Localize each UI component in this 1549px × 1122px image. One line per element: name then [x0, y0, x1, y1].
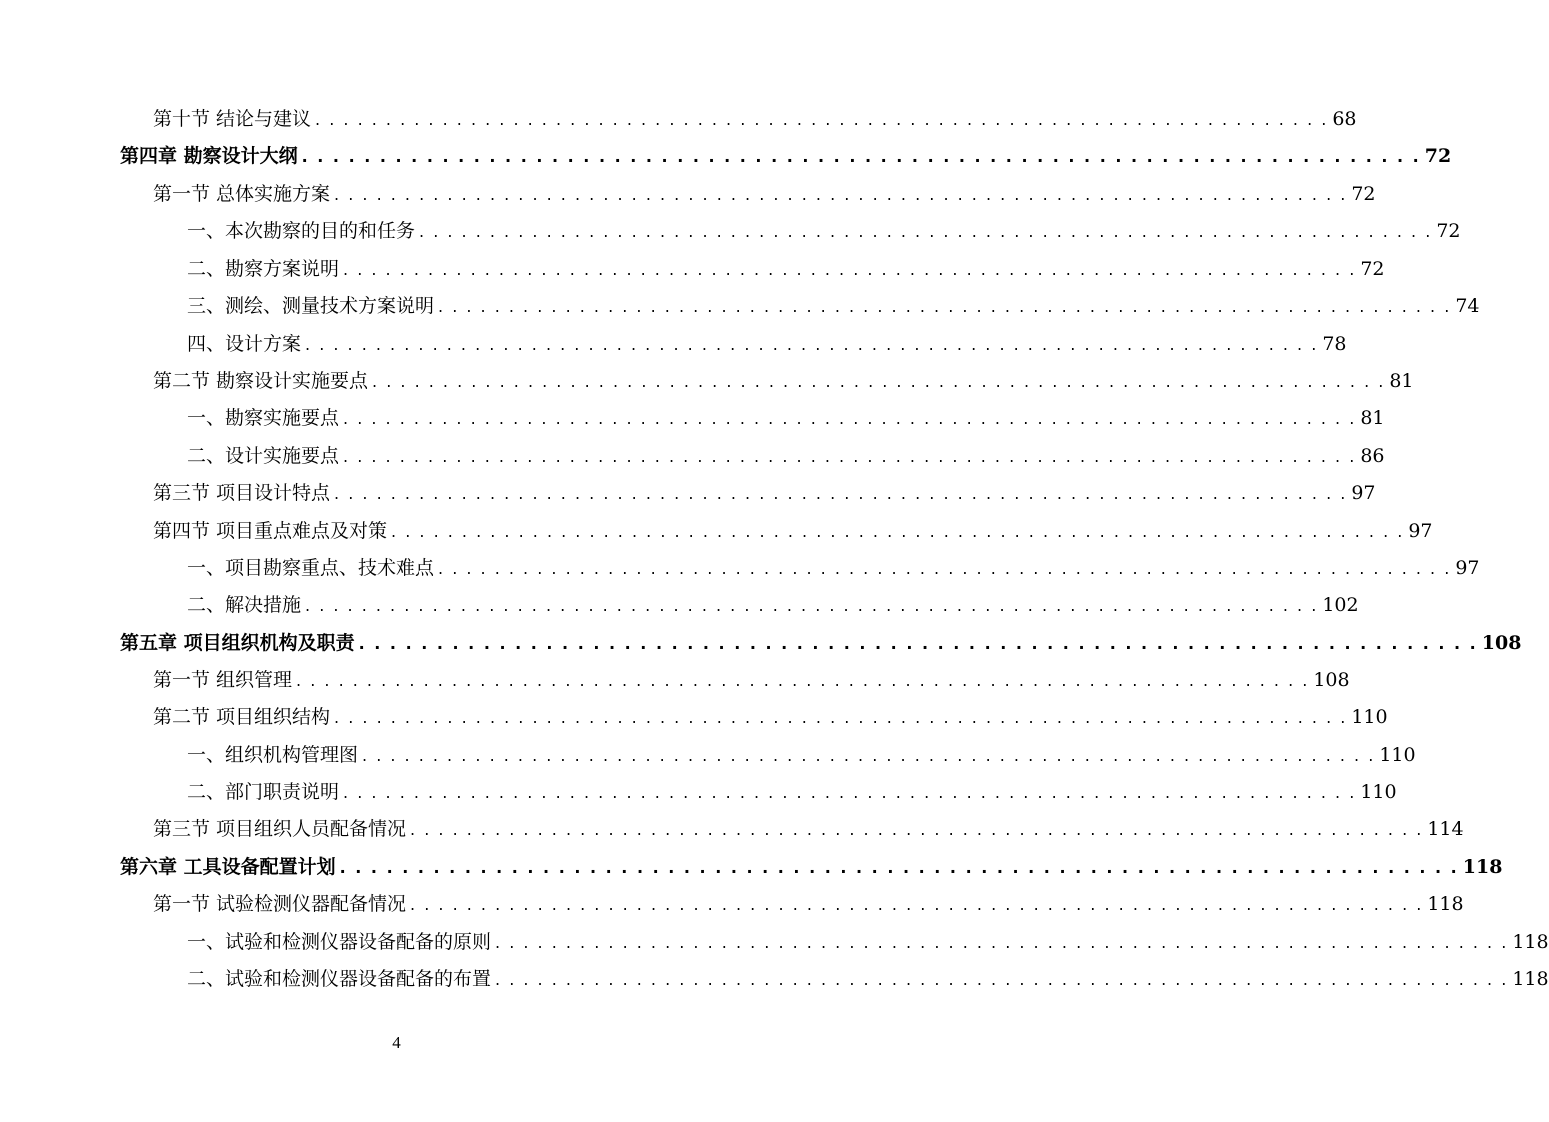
toc-entry[interactable]	[187, 331, 1347, 357]
toc-entry-page: 108	[1313, 669, 1350, 691]
toc-entry-chapter[interactable]	[120, 143, 1452, 169]
toc-entry-label: 第三节 项目组织人员配备情况	[153, 818, 407, 840]
toc-entry-page: 118	[1512, 968, 1549, 990]
toc-entry-label: 第四章 勘察设计大纲	[120, 145, 298, 167]
toc-entry-label: 二、勘察方案说明	[187, 258, 340, 280]
dot-leader: . . . . . . . . . . . . . . . . . . . . . . . . . . . . . . . . . . . . . . . . . . . . . . . . . . . . . . . . . . . . . . . . . . . . . . . .	[410, 895, 1424, 914]
toc-entry-label: 第四节 项目重点难点及对策	[153, 520, 388, 542]
dot-leader: . . . . . . . . . . . . . . . . . . . . . . . . . . . . . . . . . . . . . . . . . . . . . . . . . . . . . . . . . . . . . . . . . . . . . . . .	[334, 484, 1348, 503]
page-number: 4	[392, 1033, 401, 1052]
toc-entry-page: 110	[1379, 744, 1416, 766]
toc-entry[interactable]	[153, 667, 1350, 693]
toc-entry[interactable]	[153, 181, 1376, 207]
toc-entry-label: 一、项目勘察重点、技术难点	[187, 557, 435, 579]
toc-entry-page: 78	[1322, 333, 1347, 355]
toc-entry-page: 114	[1427, 818, 1464, 840]
dot-leader: . . . . . . . . . . . . . . . . . . . . . . . . . . . . . . . . . . . . . . . . . . . . . . . . . . . . . . . . . . . . . . . . . . . . . . . .	[343, 409, 1357, 428]
toc-entry-label: 二、部门职责说明	[187, 781, 340, 803]
toc-entry[interactable]	[153, 518, 1433, 544]
dot-leader: . . . . . . . . . . . . . . . . . . . . . . . . . . . . . . . . . . . . . . . . . . . . . . . . . . . . . . . . . . . . . . . . . . . . . . . .	[334, 708, 1348, 727]
toc-entry-label: 第二节 勘察设计实施要点	[153, 370, 369, 392]
toc-entry-page: 118	[1427, 893, 1464, 915]
dot-leader: . . . . . . . . . . . . . . . . . . . . . . . . . . . . . . . . . . . . . . . . . . . . . . . . . . . . . . . . . . . . . . . . . . . . . . . .	[343, 260, 1357, 279]
toc-entry-page: 102	[1322, 594, 1359, 616]
dot-leader: . . . . . . . . . . . . . . . . . . . . . . . . . . . . . . . . . . . . . . . . . . . . . . . . . . . . . . . . . . . . . . . . . . . . . . . .	[343, 783, 1357, 802]
toc-entry-label: 第三节 项目设计特点	[153, 482, 331, 504]
dot-leader: . . . . . . . . . . . . . . . . . . . . . . . . . . . . . . . . . . . . . . . . . . . . . . . . . . . . . . . . . . . . . . . . . . . . . . . .	[358, 634, 1478, 653]
toc-entry-page: 97	[1351, 482, 1376, 504]
toc-entry-page: 97	[1408, 520, 1433, 542]
dot-leader: . . . . . . . . . . . . . . . . . . . . . . . . . . . . . . . . . . . . . . . . . . . . . . . . . . . . . . . . . . . . . . . . . . . . . . . .	[362, 746, 1376, 765]
toc-entry-page: 110	[1360, 781, 1397, 803]
toc-entry[interactable]	[187, 256, 1385, 282]
toc-entry-label: 二、解决措施	[187, 594, 302, 616]
toc-entry-chapter[interactable]	[120, 854, 1503, 880]
toc-entry-page: 72	[1424, 145, 1452, 167]
toc-entry-page: 81	[1389, 370, 1414, 392]
toc-entry-page: 72	[1436, 220, 1461, 242]
toc-entry-label: 第十节 结论与建议	[153, 108, 312, 130]
dot-leader: . . . . . . . . . . . . . . . . . . . . . . . . . . . . . . . . . . . . . . . . . . . . . . . . . . . . . . . . . . . . . . . . . . . . . . . .	[419, 222, 1433, 241]
toc-entry[interactable]	[187, 929, 1549, 955]
toc-entry-page: 118	[1512, 931, 1549, 953]
toc-entry[interactable]	[153, 480, 1376, 506]
toc-entry-page: 72	[1360, 258, 1385, 280]
dot-leader: . . . . . . . . . . . . . . . . . . . . . . . . . . . . . . . . . . . . . . . . . . . . . . . . . . . . . . . . . . . . . . . . . . . . . . . .	[305, 596, 1319, 615]
toc-entry-label: 二、设计实施要点	[187, 445, 340, 467]
toc-entry-page: 118	[1462, 856, 1503, 878]
toc-entry-label: 一、勘察实施要点	[187, 407, 340, 429]
dot-leader: . . . . . . . . . . . . . . . . . . . . . . . . . . . . . . . . . . . . . . . . . . . . . . . . . . . . . . . . . . . . . . . . . . . . . . . .	[315, 110, 1329, 129]
toc-entry[interactable]	[187, 555, 1480, 581]
toc-entry[interactable]	[153, 704, 1388, 730]
toc-entry-page: 72	[1351, 183, 1376, 205]
toc-entry-label: 一、本次勘察的目的和任务	[187, 220, 416, 242]
toc-entry[interactable]	[153, 891, 1464, 917]
toc-entry-label: 第五章 项目组织机构及职责	[120, 632, 355, 654]
toc-entry-label: 第一节 组织管理	[153, 669, 293, 691]
toc-entry-label: 第一节 总体实施方案	[153, 183, 331, 205]
dot-leader: . . . . . . . . . . . . . . . . . . . . . . . . . . . . . . . . . . . . . . . . . . . . . . . . . . . . . . . . . . . . . . . . . . . . . . . .	[438, 297, 1452, 316]
dot-leader: . . . . . . . . . . . . . . . . . . . . . . . . . . . . . . . . . . . . . . . . . . . . . . . . . . . . . . . . . . . . . . . . . . . . . . . .	[372, 372, 1386, 391]
toc-entry[interactable]	[153, 816, 1464, 842]
toc-entry[interactable]	[187, 592, 1359, 618]
dot-leader: . . . . . . . . . . . . . . . . . . . . . . . . . . . . . . . . . . . . . . . . . . . . . . . . . . . . . . . . . . . . . . . . . . . . . . . .	[296, 671, 1310, 690]
toc-entry-page: 108	[1481, 632, 1522, 654]
toc-entry[interactable]	[187, 443, 1385, 469]
toc-entry[interactable]	[187, 742, 1416, 768]
dot-leader: . . . . . . . . . . . . . . . . . . . . . . . . . . . . . . . . . . . . . . . . . . . . . . . . . . . . . . . . . . . . . . . . . . . . . . . .	[391, 522, 1405, 541]
toc-entry[interactable]	[153, 106, 1357, 132]
toc-entry-label: 三、测绘、测量技术方案说明	[187, 295, 435, 317]
toc-entry-label: 第六章 工具设备配置计划	[120, 856, 336, 878]
toc-entry[interactable]	[187, 218, 1461, 244]
toc-entry-label: 第一节 试验检测仪器配备情况	[153, 893, 407, 915]
dot-leader: . . . . . . . . . . . . . . . . . . . . . . . . . . . . . . . . . . . . . . . . . . . . . . . . . . . . . . . . . . . . . . . . . . . . . . . .	[495, 933, 1509, 952]
toc-entry-page: 110	[1351, 706, 1388, 728]
dot-leader: . . . . . . . . . . . . . . . . . . . . . . . . . . . . . . . . . . . . . . . . . . . . . . . . . . . . . . . . . . . . . . . . . . . . . . . .	[334, 185, 1348, 204]
toc-entry-page: 81	[1360, 407, 1385, 429]
toc-entry-page: 74	[1455, 295, 1480, 317]
dot-leader: . . . . . . . . . . . . . . . . . . . . . . . . . . . . . . . . . . . . . . . . . . . . . . . . . . . . . . . . . . . . . . . . . . . . . . . .	[301, 147, 1421, 166]
toc-entry-page: 97	[1455, 557, 1480, 579]
dot-leader: . . . . . . . . . . . . . . . . . . . . . . . . . . . . . . . . . . . . . . . . . . . . . . . . . . . . . . . . . . . . . . . . . . . . . . . .	[343, 447, 1357, 466]
toc-entry[interactable]	[187, 405, 1385, 431]
toc-entry-label: 四、设计方案	[187, 333, 302, 355]
toc-entry[interactable]	[153, 368, 1414, 394]
dot-leader: . . . . . . . . . . . . . . . . . . . . . . . . . . . . . . . . . . . . . . . . . . . . . . . . . . . . . . . . . . . . . . . . . . . . . . . .	[339, 858, 1459, 877]
toc-entry[interactable]	[187, 293, 1480, 319]
toc-entry-chapter[interactable]	[120, 630, 1522, 656]
dot-leader: . . . . . . . . . . . . . . . . . . . . . . . . . . . . . . . . . . . . . . . . . . . . . . . . . . . . . . . . . . . . . . . . . . . . . . . .	[410, 820, 1424, 839]
toc-entry-label: 第二节 项目组织结构	[153, 706, 331, 728]
dot-leader: . . . . . . . . . . . . . . . . . . . . . . . . . . . . . . . . . . . . . . . . . . . . . . . . . . . . . . . . . . . . . . . . . . . . . . . .	[495, 970, 1509, 989]
toc-entry-label: 一、组织机构管理图	[187, 744, 359, 766]
toc-entry-page: 86	[1360, 445, 1385, 467]
dot-leader: . . . . . . . . . . . . . . . . . . . . . . . . . . . . . . . . . . . . . . . . . . . . . . . . . . . . . . . . . . . . . . . . . . . . . . . .	[305, 335, 1319, 354]
toc-entry-label: 二、试验和检测仪器设备配备的布置	[187, 968, 492, 990]
toc-entry[interactable]	[187, 966, 1549, 992]
dot-leader: . . . . . . . . . . . . . . . . . . . . . . . . . . . . . . . . . . . . . . . . . . . . . . . . . . . . . . . . . . . . . . . . . . . . . . . .	[438, 559, 1452, 578]
toc-entry-page: 68	[1332, 108, 1357, 130]
toc-entry[interactable]	[187, 779, 1397, 805]
toc-entry-label: 一、试验和检测仪器设备配备的原则	[187, 931, 492, 953]
